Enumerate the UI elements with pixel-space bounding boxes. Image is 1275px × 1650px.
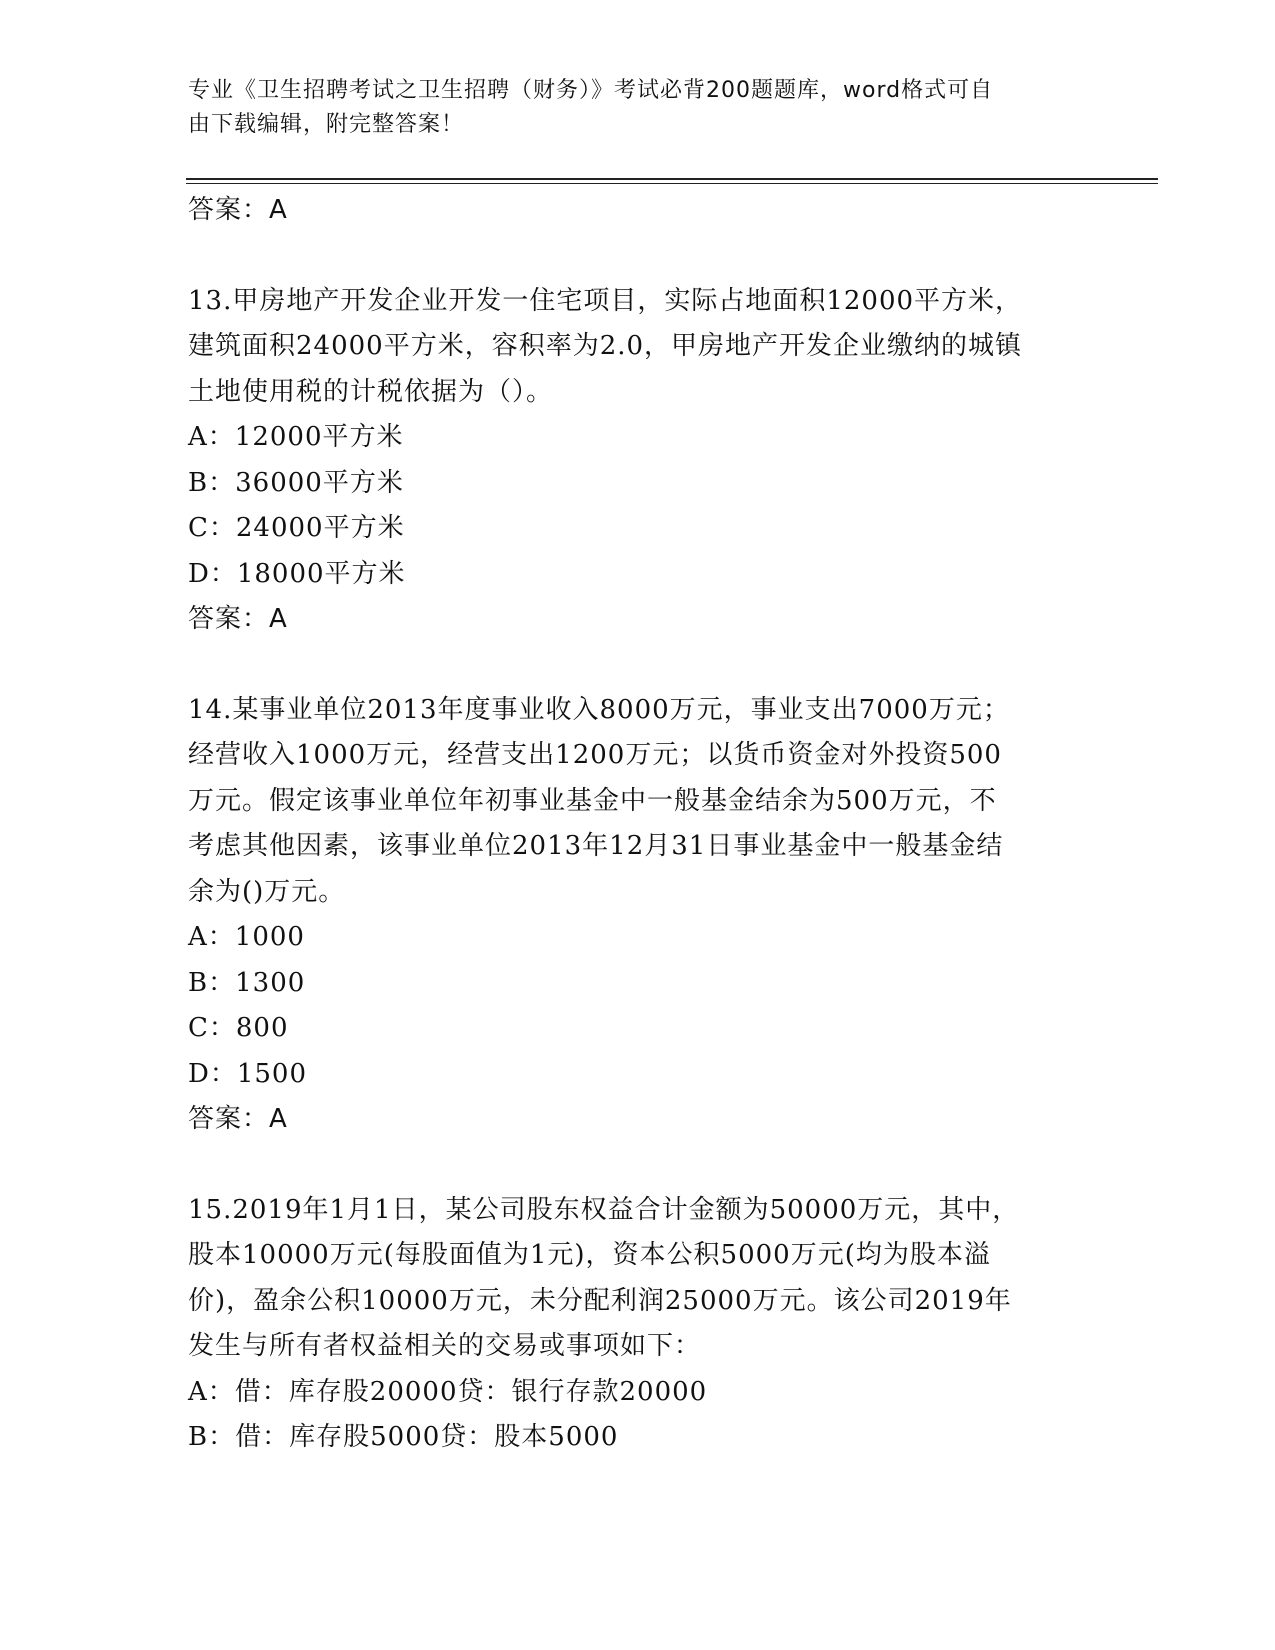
question-stem-line: 股本10000万元(每股面值为1元)，资本公积5000万元(均为股本溢 [188, 1240, 991, 1270]
header-line-1: 专业《卫生招聘考试之卫生招聘（财务）》考试必背200题题库，word格式可自 [188, 78, 994, 103]
question-stem-line: 13.甲房地产开发企业开发一住宅项目，实际占地面积12000平方米， [188, 285, 1023, 316]
option-d: D：1500 [188, 1058, 308, 1089]
question-stem-line: 发生与所有者权益相关的交易或事项如下： [188, 1331, 702, 1361]
question-stem-line: 考虑其他因素，该事业单位2013年12月31日事业基金中一般基金结 [188, 831, 1004, 861]
question-stem-line: 15.2019年1月1日，某公司股东权益合计金额为50000万元，其中， [188, 1194, 1020, 1225]
header-divider-thick [186, 178, 1158, 180]
option-a: A：12000平方米 [188, 422, 404, 452]
option-b: B：借：库存股5000贷：股本5000 [188, 1422, 619, 1452]
answer-line: 答案：A [188, 1104, 288, 1134]
question-14 [188, 688, 1088, 1143]
question-stem-line: 建筑面积24000平方米，容积率为2.0，甲房地产开发企业缴纳的城镇 [188, 331, 1023, 361]
option-c: C：800 [188, 1013, 289, 1043]
header-line-2: 由下载编辑，附完整答案！ [188, 112, 465, 137]
question-15 [188, 1188, 1088, 1461]
question-stem-line: 价)，盈余公积10000万元，未分配利润25000万元。该公司2019年 [188, 1285, 1012, 1316]
document-header [188, 74, 1068, 142]
answer-line: 答案：A [188, 195, 288, 225]
option-a: A：借：库存股20000贷：银行存款20000 [188, 1376, 708, 1407]
option-a: A：1000 [188, 922, 305, 952]
document-body [188, 188, 1088, 1461]
option-d: D：18000平方米 [188, 558, 406, 589]
option-c: C：24000平方米 [188, 513, 405, 543]
question-stem-line: 万元。假定该事业单位年初事业基金中一般基金结余为500万元，不 [188, 785, 997, 816]
header-divider-thin [186, 183, 1158, 184]
option-b: B：1300 [188, 967, 306, 998]
question-stem-line: 14.某事业单位2013年度事业收入8000万元，事业支出7000万元； [188, 694, 1010, 725]
option-b: B：36000平方米 [188, 467, 404, 498]
question-stem-line: 土地使用税的计税依据为（）。 [188, 376, 554, 407]
answer-line: 答案：A [188, 604, 288, 634]
question-13 [188, 279, 1088, 643]
question-stem-line: 余为()万元。 [188, 876, 346, 907]
question-stem-line: 经营收入1000万元，经营支出1200万元；以货币资金对外投资500 [188, 740, 1002, 770]
